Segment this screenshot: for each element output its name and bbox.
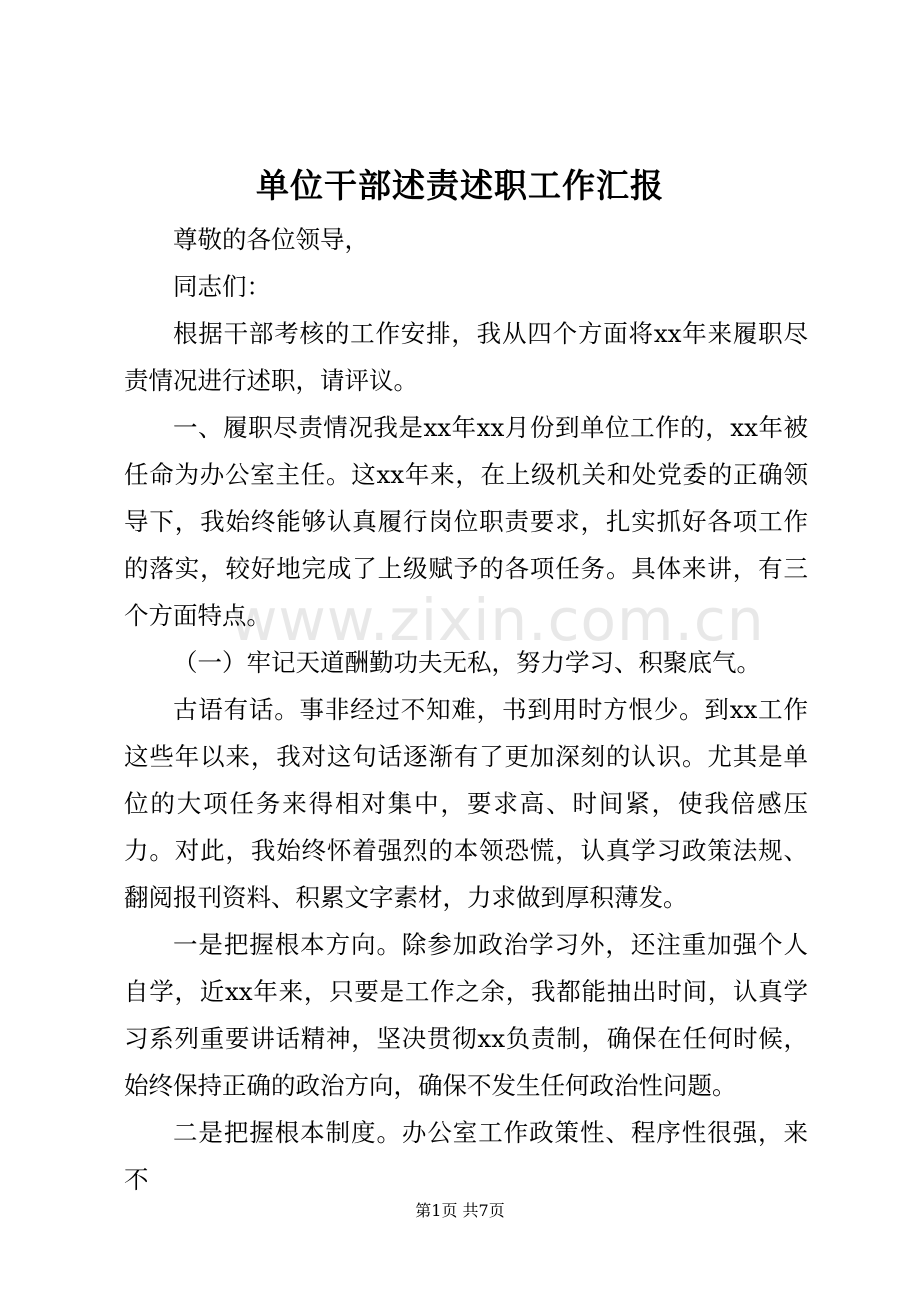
watermark: www.zixin.com.cn [230,586,765,654]
body-paragraph: 一是把握根本方向。除参加政治学习外，还注重加强个人自学，近xx年来，只要是工作之余，我都能抽出时间，认真学习系列重要讲话精神，坚决贯彻xx负责制，确保在任何时候，始终保持正确的政治方向，确保不发生任何政治性问题。 [124,930,808,1100]
section-heading: （一）牢记天道酬勤功夫无私，努力学习、积聚底气。 [173,648,761,677]
salutation-paragraph: 同志们： [173,272,271,301]
page-footer: 第1页 共7页 [415,1201,505,1220]
body-paragraph: 根据干部考核的工作安排，我从四个方面将xx年来履职尽责情况进行述职，请评议。 [124,319,808,395]
body-paragraph: 一、履职尽责情况我是xx年xx月份到单位工作的，xx年被任命为办公室主任。这xx年来，在上级机关和处党委的正确领导下，我始终能够认真履行岗位职责要求，扎实抓好各项工作的落实，较好地完成了上级赋予的各项任务。具体来讲，有三个方面特点。 [124,413,808,630]
document-body [124,216,808,1203]
body-paragraph: 二是把握根本制度。办公室工作政策性、程序性很强，来不 [124,1118,808,1194]
body-paragraph: 古语有话。事非经过不知难，书到用时方恨少。到xx工作这些年以来，我对这句话逐渐有了更加深刻的认识。尤其是单位的大项任务来得相对集中，要求高、时间紧，使我倍感压力。对此，我始终怀着强烈的本领恐慌，认真学习政策法规、翻阅报刊资料、积累文字素材，力求做到厚积薄发。 [124,695,808,912]
salutation-paragraph: 尊敬的各位领导， [173,225,369,254]
document-title: 单位干部述责述职工作汇报 [256,166,664,205]
